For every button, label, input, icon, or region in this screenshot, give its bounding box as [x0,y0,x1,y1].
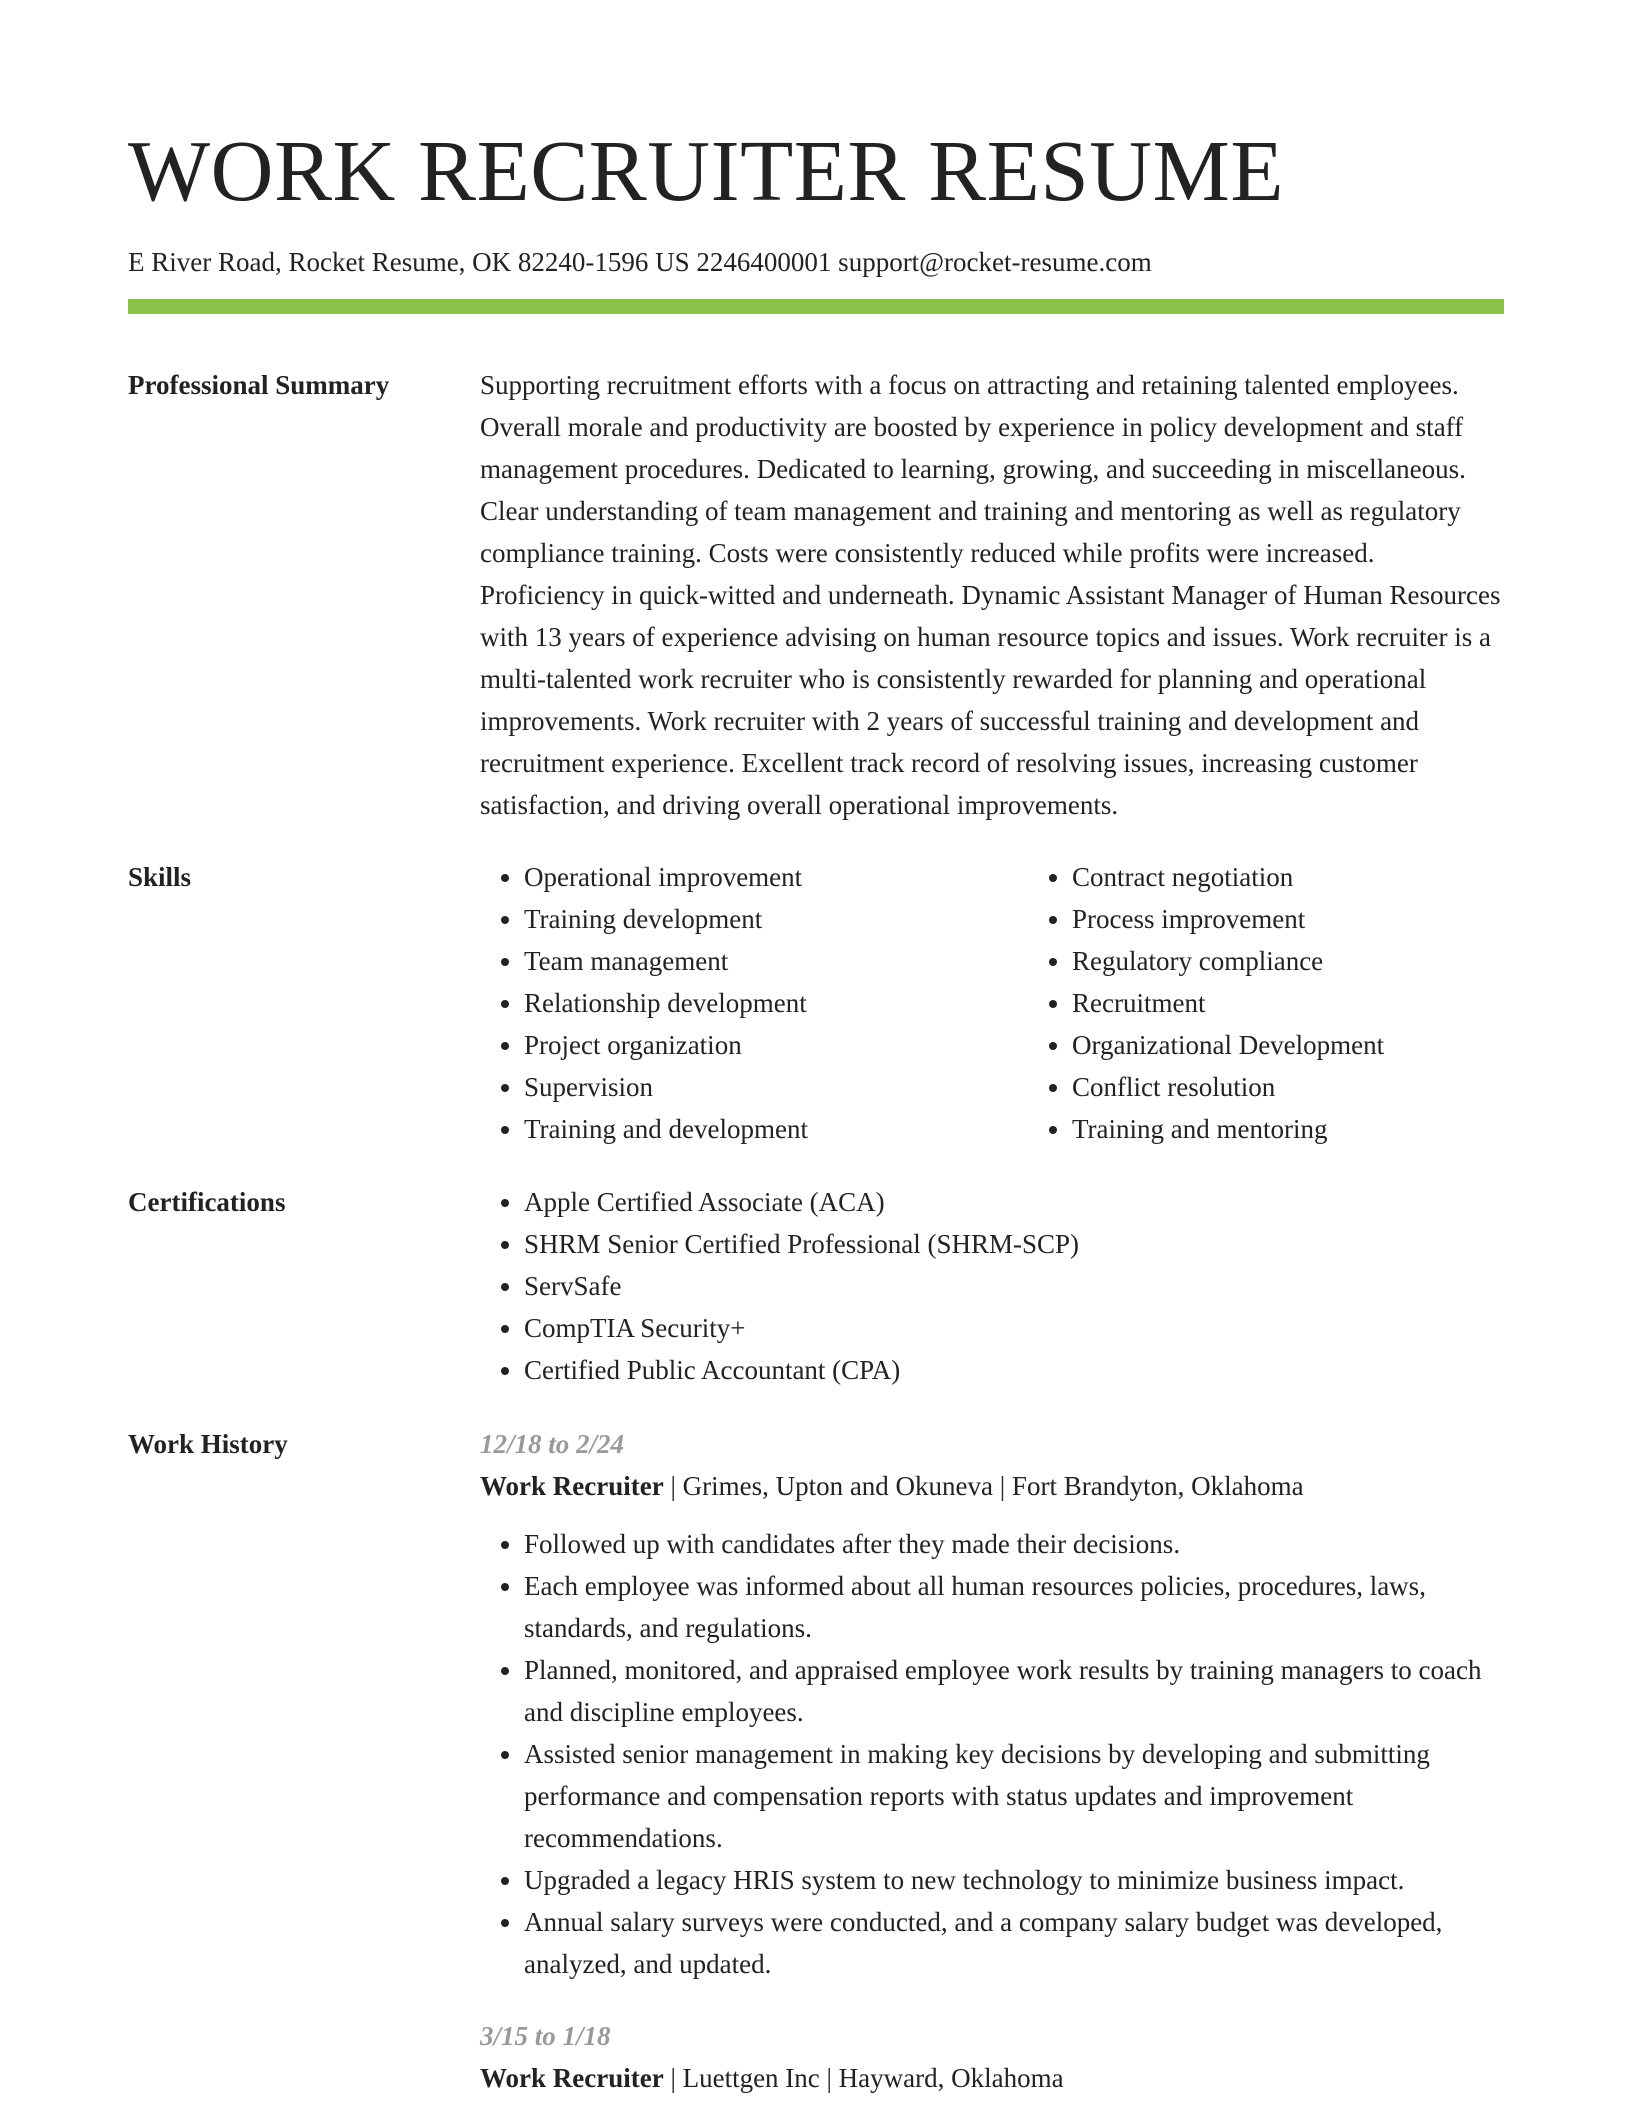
job-bullet: • Planned, monitored, and appraised employee work results by training managers to coach and discipline employees. [524,1649,1504,1733]
work-history-label: Work History [128,1429,288,1459]
contact-line: E River Road, Rocket Resume, OK 82240-1596 US 2246400001 support@rocket-resume.com [128,247,1152,277]
job-details: | Luettgen Inc | Hayward, Oklahoma [663,2063,1064,2093]
job-heading [480,2057,1504,2099]
summary-label: Professional Summary [128,370,390,400]
job-details: | Grimes, Upton and Okuneva | Fort Brandyton, Oklahoma [663,1471,1304,1501]
job-title: Work Recruiter [480,1471,664,1501]
certification-item: • ServSafe [524,1265,1504,1307]
skills-section [128,856,1504,1150]
resume-title: WORK RECRUITER RESUME [128,122,1285,219]
job-heading [480,1465,1504,1507]
job-bullet: • Followed up with candidates after they made their decisions. [524,1523,1504,1565]
job-bullet: • Upgraded a legacy HRIS system to new technology to minimize business impact. [524,1859,1504,1901]
resume-page [128,0,1504,2099]
skill-item: • Training and development [524,1108,1028,1150]
job-bullet: • Annual salary surveys were conducted, and a company salary budget was developed, analyzed, and updated. [524,1901,1504,1985]
certifications-section [128,1181,1504,1391]
certification-item: • Apple Certified Associate (ACA) [524,1181,1504,1223]
skill-item: • Organizational Development [1072,1024,1576,1066]
skills-label: Skills [128,862,192,892]
job-bullet: • Each employee was informed about all human resources policies, procedures, laws, standards, and regulations. [524,1565,1504,1649]
skills-body [480,856,1504,1150]
skill-item: • Conflict resolution [1072,1066,1576,1108]
certifications-body [480,1181,1504,1391]
header-divider [128,299,1504,314]
work-history-section [128,1423,1504,2099]
skill-item: • Project organization [524,1024,1028,1066]
job-dates: 3/15 to 1/18 [480,2021,611,2051]
summary-section [128,364,1504,826]
job-bullet: • Assisted senior management in making key decisions by developing and submitting performance and compensation reports with status updates and improvement recommendations. [524,1733,1504,1859]
skills-list-right [1028,856,1576,1150]
skills-list-left [480,856,1028,1150]
skill-item: • Recruitment [1072,982,1576,1024]
summary-body [480,364,1504,826]
job-title: Work Recruiter [480,2063,664,2093]
skill-item: • Team management [524,940,1028,982]
job-entry [480,1423,1504,1985]
certifications-list [480,1181,1504,1391]
skill-item: • Training and mentoring [1072,1108,1576,1150]
skill-item: • Relationship development [524,982,1028,1024]
skill-item: • Regulatory compliance [1072,940,1576,982]
skill-item: • Process improvement [1072,898,1576,940]
job-bullets [480,1523,1504,1985]
certification-item: • SHRM Senior Certified Professional (SHRM-SCP) [524,1223,1504,1265]
certification-item: • Certified Public Accountant (CPA) [524,1349,1504,1391]
certification-item: • CompTIA Security+ [524,1307,1504,1349]
skill-item: • Training development [524,898,1028,940]
skill-item: • Contract negotiation [1072,856,1576,898]
skill-item: • Supervision [524,1066,1028,1108]
certifications-label: Certifications [128,1187,286,1217]
summary-text: Supporting recruitment efforts with a focus on attracting and retaining talented employees. Overall morale and productivity are boosted by experience in policy development and staff management procedures. Dedicated to learning, growing, and succeeding in miscellaneous. Clear understanding of team management and training and mentoring as well as regulatory compliance training. Costs were consistently reduced while profits were increased. Proficiency in quick-witted and underneath. Dynamic Assistant Manager of Human Resources with 13 years of experience advising on human resource topics and issues. Work recruiter is a multi-talented work recruiter who is consistently rewarded for planning and operational improvements. Work recruiter with 2 years of successful training and development and recruitment experience. Excellent track record of resolving issues, increasing customer satisfaction, and driving overall operational improvements. [480,370,1501,820]
work-history-body [480,1423,1504,2099]
skill-item: • Operational improvement [524,856,1028,898]
job-dates: 12/18 to 2/24 [480,1429,625,1459]
job-entry [480,2015,1504,2099]
